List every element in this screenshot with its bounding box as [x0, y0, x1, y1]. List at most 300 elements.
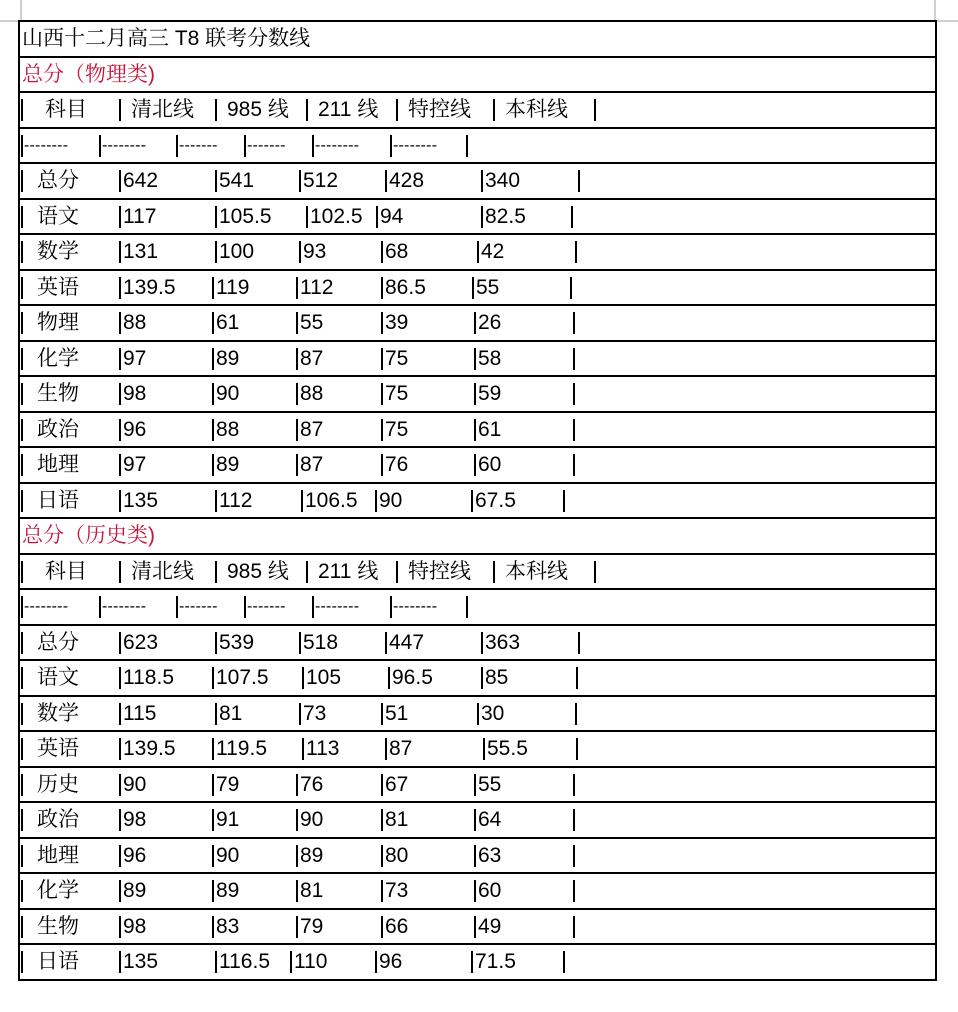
cell-divider [477, 241, 479, 263]
cell-divider [474, 774, 476, 796]
document-title-row [20, 22, 935, 58]
cell-divider [21, 383, 23, 405]
cell-divider [474, 383, 476, 405]
table-cell: 数学 [37, 701, 79, 725]
table-row [20, 448, 935, 484]
cell-divider [119, 383, 121, 405]
table-row [20, 413, 935, 449]
table-cell: 135 [123, 488, 159, 512]
cell-divider [21, 312, 23, 334]
cell-divider [381, 916, 383, 938]
table-row [20, 271, 935, 307]
table-cell: 63 [478, 843, 502, 867]
cell-divider [466, 596, 468, 618]
cell-divider [119, 490, 121, 512]
cell-divider [212, 916, 214, 938]
table-cell: 89 [216, 879, 240, 902]
header-985: 985 线 [227, 559, 289, 583]
cell-divider [244, 596, 246, 618]
table-cell: 49 [478, 914, 502, 938]
table-cell: 79 [300, 914, 324, 938]
cell-divider [119, 348, 121, 370]
cell-divider [299, 632, 301, 654]
header-benke: 本科线 [505, 98, 568, 121]
table-cell: 55 [300, 311, 324, 334]
cell-divider [381, 241, 383, 263]
table-cell: 98 [123, 808, 147, 831]
cell-divider [594, 99, 596, 121]
table-cell: 112 [300, 275, 334, 299]
table-cell: 539 [219, 630, 255, 654]
table-cell: 26 [478, 311, 502, 334]
cell-divider [578, 170, 580, 192]
table-cell: 102.5 [310, 204, 363, 228]
cell-divider [212, 774, 214, 796]
cell-divider [21, 277, 23, 299]
table-cell: 110 [294, 950, 328, 973]
cell-divider [396, 561, 398, 583]
cell-divider [306, 99, 308, 121]
cell-divider [573, 880, 575, 902]
table-cell: 118.5 [123, 666, 174, 689]
cell-divider [119, 561, 121, 583]
cell-divider [212, 809, 214, 831]
table-row [20, 839, 935, 875]
table-cell: 化学 [37, 879, 79, 902]
table-cell: 64 [478, 808, 502, 831]
section-heading-text: 总分（物理类) [22, 62, 155, 86]
table-cell: 131 [123, 240, 159, 263]
cell-divider [381, 277, 383, 299]
table-cell: 73 [385, 879, 409, 902]
table-cell: 139.5 [123, 737, 176, 760]
cell-divider [474, 348, 476, 370]
cell-divider [594, 561, 596, 583]
table-cell: 87 [300, 453, 324, 476]
cell-divider [21, 951, 23, 973]
table-row [20, 697, 935, 733]
table-cell: 物理 [37, 311, 79, 334]
header-tekong: 特控线 [408, 559, 471, 583]
cell-divider [176, 135, 178, 157]
table-cell: 113 [306, 737, 340, 760]
cell-divider [119, 206, 121, 228]
header-subject: 科目 [45, 559, 87, 583]
cell-divider [474, 454, 476, 476]
cell-divider [573, 312, 575, 334]
cell-divider [119, 916, 121, 938]
cell-divider [385, 632, 387, 654]
header-subject: 科目 [45, 98, 87, 121]
cell-divider [312, 596, 314, 618]
cell-divider [119, 99, 121, 121]
cell-divider [215, 561, 217, 583]
table-cell: -------- [315, 136, 360, 154]
table-cell: -------- [102, 136, 147, 154]
table-cell: 119 [216, 275, 250, 299]
cell-divider [573, 454, 575, 476]
cell-divider [481, 206, 483, 228]
cell-divider [390, 596, 392, 618]
cell-divider [573, 809, 575, 831]
table-cell: 历史 [37, 772, 79, 796]
table-row [20, 377, 935, 413]
cell-divider [302, 738, 304, 760]
cell-divider [119, 419, 121, 441]
cell-divider [381, 845, 383, 867]
table-cell: 90 [216, 843, 240, 867]
table-cell: 30 [481, 701, 505, 725]
cell-divider [573, 774, 575, 796]
header-benke: 本科线 [505, 559, 568, 583]
table-cell: 80 [385, 843, 409, 867]
table-cell: 89 [216, 453, 240, 476]
cell-divider [215, 241, 217, 263]
table-cell: 119.5 [216, 737, 267, 760]
table-cell: 67.5 [475, 488, 516, 512]
cell-divider [21, 561, 23, 583]
table-cell: 日语 [37, 488, 79, 512]
cell-divider [215, 632, 217, 654]
cell-divider [576, 738, 578, 760]
table-cell: 55.5 [487, 737, 528, 760]
cell-divider [21, 419, 23, 441]
cell-divider [296, 277, 298, 299]
table-row [20, 164, 935, 200]
document-title: 山西十二月高三 T8 联考分数线 [22, 27, 311, 50]
cell-divider [296, 454, 298, 476]
table-row [20, 342, 935, 378]
table-cell: 90 [123, 772, 147, 796]
table-cell: 政治 [37, 417, 79, 441]
table-cell: 81 [219, 701, 243, 725]
cell-divider [381, 809, 383, 831]
cell-divider [119, 951, 121, 973]
cell-divider [299, 241, 301, 263]
table-row [20, 768, 935, 804]
cell-divider [301, 490, 303, 512]
table-cell: 116.5 [219, 950, 270, 973]
cell-divider [481, 667, 483, 689]
cell-divider [215, 206, 217, 228]
table-cell: -------- [102, 598, 147, 615]
cell-divider [296, 774, 298, 796]
table-cell: 87 [300, 346, 324, 370]
table-cell: 139.5 [123, 275, 176, 299]
cell-divider [119, 880, 121, 902]
cell-divider [375, 951, 377, 973]
table-cell: 生物 [37, 914, 79, 938]
cell-divider [119, 277, 121, 299]
cell-divider [212, 880, 214, 902]
table-cell: 73 [303, 701, 327, 725]
cell-divider [576, 667, 578, 689]
cell-divider [578, 632, 580, 654]
table-cell: 115 [123, 701, 157, 725]
table-row [20, 732, 935, 768]
table-cell: 96 [379, 950, 403, 973]
table-cell: 39 [385, 311, 409, 334]
table-cell: ------- [247, 136, 286, 154]
cell-divider [481, 632, 483, 654]
cell-divider [176, 596, 178, 618]
table-cell: 76 [385, 453, 409, 476]
table-cell: 60 [478, 453, 502, 476]
table-cell: 82.5 [485, 204, 526, 228]
cell-divider [215, 490, 217, 512]
table-cell: 总分 [37, 169, 79, 192]
cell-divider [381, 383, 383, 405]
table-cell: 75 [385, 346, 409, 370]
table-cell: 340 [485, 169, 521, 192]
table-cell: 数学 [37, 240, 79, 263]
table-cell: 51 [385, 701, 409, 725]
table-header-row [20, 555, 935, 591]
cell-divider [481, 170, 483, 192]
header-211: 211 线 [318, 559, 379, 583]
table-row [20, 661, 935, 697]
table-cell: 42 [481, 240, 505, 263]
table-cell: 58 [478, 346, 502, 370]
table-row [20, 200, 935, 236]
cell-divider [396, 99, 398, 121]
cell-divider [119, 312, 121, 334]
table-cell: 428 [389, 169, 425, 192]
cell-divider [244, 135, 246, 157]
table-row [20, 484, 935, 520]
table-cell: 93 [303, 240, 327, 263]
table-cell: 518 [303, 630, 339, 654]
table-header-row [20, 93, 935, 129]
cell-divider [215, 703, 217, 725]
cell-divider [119, 845, 121, 867]
table-cell: 61 [478, 417, 502, 441]
cell-divider [296, 312, 298, 334]
cell-divider [296, 348, 298, 370]
cell-divider [212, 312, 214, 334]
separator-row [20, 129, 935, 165]
cell-divider [474, 916, 476, 938]
cell-divider [290, 951, 292, 973]
table-cell: 81 [300, 879, 324, 902]
cell-divider [299, 703, 301, 725]
cell-divider [21, 632, 23, 654]
cell-divider [575, 703, 577, 725]
cell-divider [471, 490, 473, 512]
table-cell: 88 [123, 311, 147, 334]
cell-divider [119, 241, 121, 263]
score-table [18, 20, 937, 981]
cell-divider [388, 667, 390, 689]
table-cell: 75 [385, 382, 409, 405]
section-heading [20, 519, 935, 555]
cell-divider [21, 206, 23, 228]
table-cell: 化学 [37, 346, 79, 370]
table-cell: 英语 [37, 737, 79, 760]
table-cell: 语文 [37, 204, 79, 228]
cell-divider [212, 454, 214, 476]
table-cell: 87 [389, 737, 413, 760]
cell-divider [390, 135, 392, 157]
table-cell: 88 [300, 382, 324, 405]
cell-divider [21, 916, 23, 938]
section-heading-text: 总分（历史类) [22, 524, 155, 547]
table-cell: 76 [300, 772, 324, 796]
cell-divider [21, 241, 23, 263]
cell-divider [493, 561, 495, 583]
table-cell: 地理 [37, 453, 79, 476]
table-cell: 89 [123, 879, 147, 902]
cell-divider [119, 454, 121, 476]
cell-divider [376, 206, 378, 228]
table-cell: 642 [123, 169, 159, 192]
cell-divider [119, 774, 121, 796]
table-cell: 88 [216, 417, 240, 441]
cell-divider [493, 99, 495, 121]
cell-divider [215, 951, 217, 973]
table-cell: 117 [123, 204, 157, 228]
cell-divider [212, 419, 214, 441]
cell-divider [215, 170, 217, 192]
cell-divider [212, 738, 214, 760]
table-cell: 66 [385, 914, 409, 938]
cell-divider [21, 774, 23, 796]
cell-divider [21, 454, 23, 476]
table-cell: 94 [380, 204, 404, 228]
table-cell: 96.5 [392, 666, 433, 689]
cell-divider [571, 206, 573, 228]
table-cell: 447 [389, 630, 425, 654]
table-cell: 总分 [37, 630, 79, 654]
table-cell: ------- [179, 136, 218, 154]
cell-divider [21, 880, 23, 902]
cell-divider [21, 809, 23, 831]
cell-divider [296, 419, 298, 441]
table-cell: 100 [219, 240, 255, 263]
cell-divider [21, 490, 23, 512]
cell-divider [21, 135, 23, 157]
cell-divider [563, 490, 565, 512]
section-heading [20, 58, 935, 94]
cell-divider [474, 845, 476, 867]
table-row [20, 306, 935, 342]
cell-divider [296, 916, 298, 938]
cell-divider [573, 383, 575, 405]
cell-divider [296, 383, 298, 405]
cell-divider [385, 170, 387, 192]
cell-divider [381, 703, 383, 725]
cell-divider [306, 206, 308, 228]
cell-divider [119, 667, 121, 689]
table-cell: -------- [24, 598, 69, 615]
cell-divider [474, 419, 476, 441]
table-cell: 71.5 [475, 950, 516, 973]
cell-divider [563, 951, 565, 973]
cell-divider [466, 135, 468, 157]
table-row [20, 235, 935, 271]
table-cell: 85 [485, 666, 509, 689]
header-qingbei: 清北线 [131, 559, 194, 583]
cell-divider [474, 809, 476, 831]
cell-divider [302, 667, 304, 689]
cell-divider [570, 277, 572, 299]
table-cell: 67 [385, 772, 409, 796]
table-cell: 55 [476, 275, 500, 299]
table-cell: 105.5 [219, 204, 272, 228]
table-cell: 87 [300, 417, 324, 441]
table-cell: 89 [216, 346, 240, 370]
table-cell: ------- [179, 598, 218, 615]
crop-mark [20, 0, 22, 20]
table-cell: ------- [247, 598, 286, 615]
table-row [20, 874, 935, 910]
cell-divider [119, 738, 121, 760]
table-cell: 83 [216, 914, 240, 938]
header-211: 211 线 [318, 98, 379, 121]
cell-divider [381, 774, 383, 796]
crop-mark [0, 20, 20, 22]
table-cell: 97 [123, 453, 147, 476]
table-cell: 地理 [37, 843, 79, 867]
table-cell: 107.5 [216, 666, 269, 689]
cell-divider [119, 170, 121, 192]
cell-divider [296, 845, 298, 867]
table-cell: 90 [300, 808, 324, 831]
table-cell: 512 [303, 169, 339, 192]
crop-mark [936, 20, 958, 22]
table-cell: 68 [385, 240, 409, 263]
table-cell: 89 [300, 843, 324, 867]
cell-divider [99, 596, 101, 618]
cell-divider [215, 99, 217, 121]
cell-divider [212, 383, 214, 405]
cell-divider [119, 632, 121, 654]
table-cell: 75 [385, 417, 409, 441]
table-row [20, 910, 935, 946]
table-cell: 55 [478, 772, 502, 796]
table-cell: 生物 [37, 382, 79, 405]
cell-divider [573, 419, 575, 441]
cell-divider [385, 738, 387, 760]
cell-divider [212, 845, 214, 867]
table-cell: 日语 [37, 950, 79, 973]
table-cell: -------- [24, 136, 69, 154]
table-row [20, 803, 935, 839]
cell-divider [21, 845, 23, 867]
cell-divider [21, 667, 23, 689]
table-cell: 363 [485, 630, 521, 654]
table-cell: 96 [123, 843, 147, 867]
header-qingbei: 清北线 [131, 98, 194, 121]
table-cell: 90 [379, 488, 403, 512]
cell-divider [483, 738, 485, 760]
table-cell: 59 [478, 382, 502, 405]
header-tekong: 特控线 [408, 98, 471, 121]
cell-divider [21, 99, 23, 121]
table-row [20, 626, 935, 662]
cell-divider [21, 170, 23, 192]
separator-row [20, 590, 935, 626]
cell-divider [21, 596, 23, 618]
cell-divider [573, 845, 575, 867]
cell-divider [471, 951, 473, 973]
cell-divider [375, 490, 377, 512]
cell-divider [212, 667, 214, 689]
table-cell: 106.5 [305, 488, 358, 512]
table-cell: 90 [216, 382, 240, 405]
table-cell: 541 [219, 169, 255, 192]
table-cell: 623 [123, 630, 159, 654]
